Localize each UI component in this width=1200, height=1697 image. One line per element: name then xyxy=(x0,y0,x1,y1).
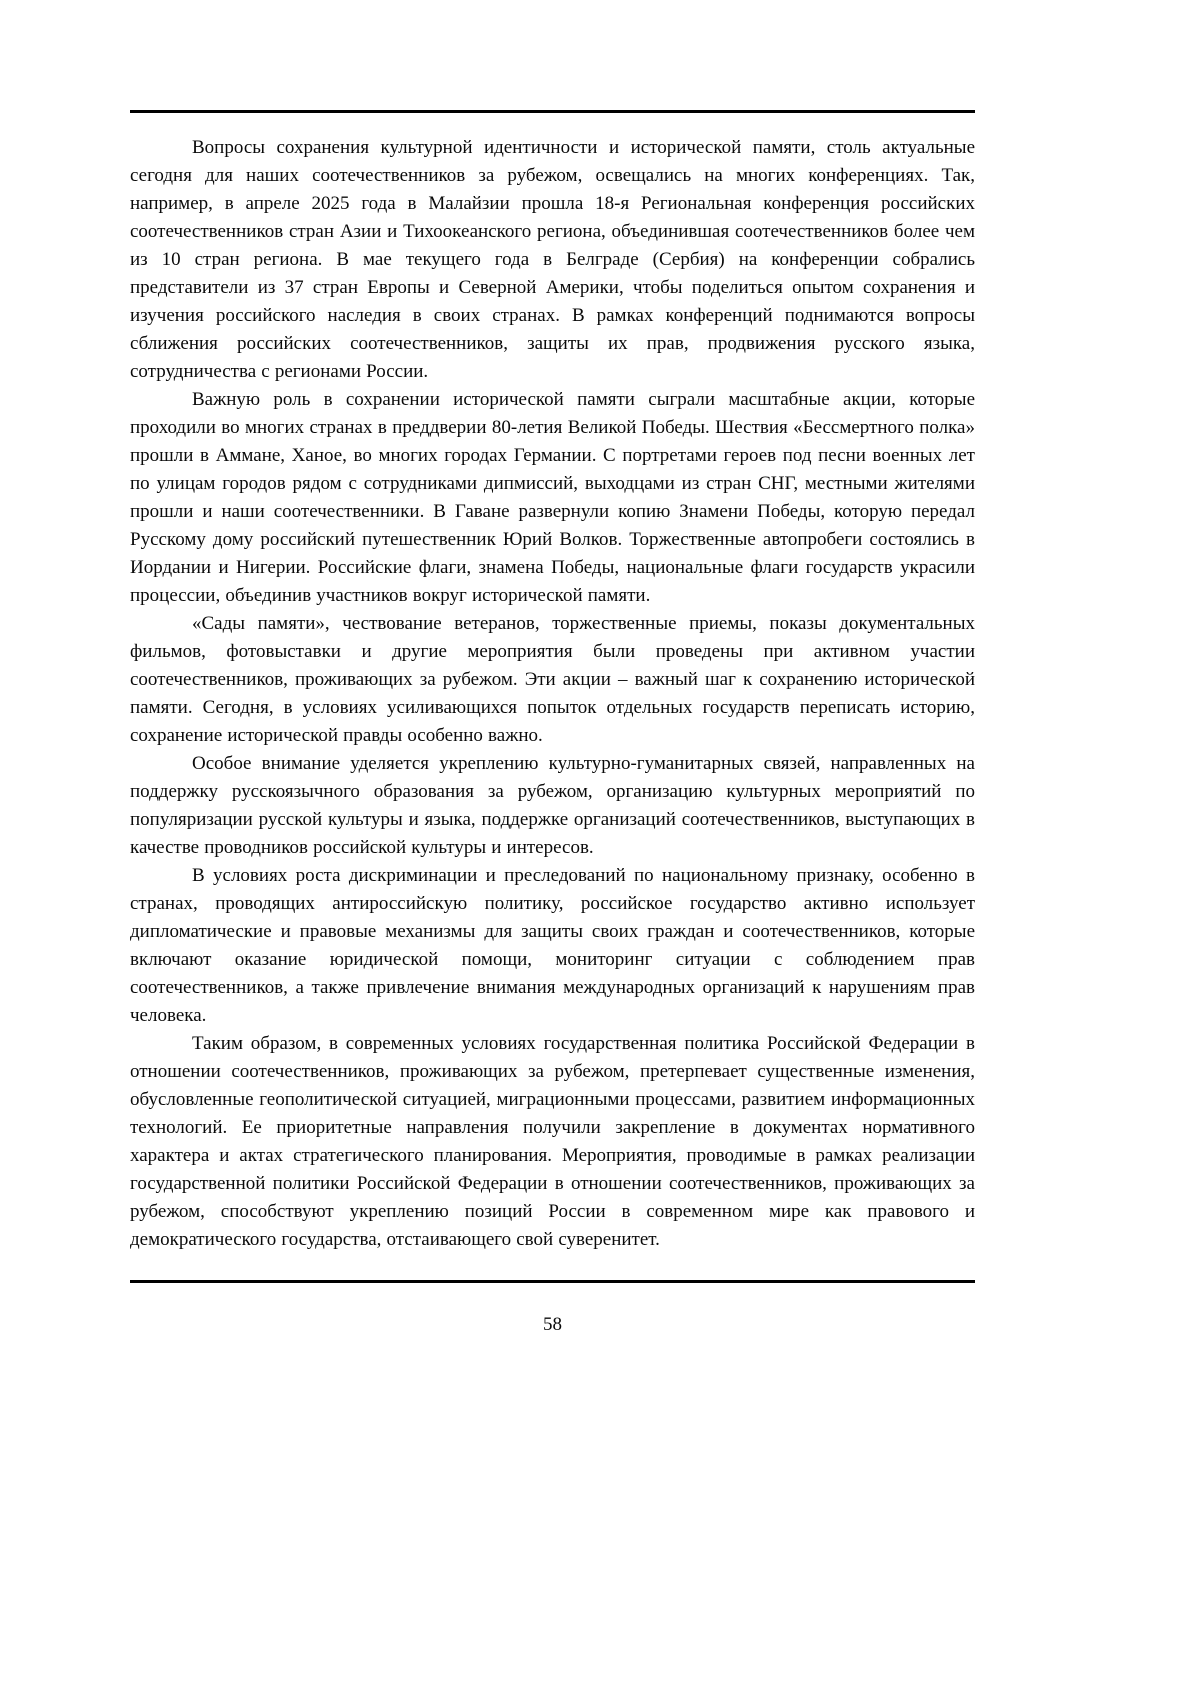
page-content xyxy=(130,134,975,1254)
paragraph-cultural-ties: Особое внимание уделяется укреплению культурно-гуманитарных связей, направленных на поддержку русскоязычного образования за рубежом, организацию культурных мероприятий по популяризации русской культуры и языка, поддержке организаций соотечественников, выступающих в качестве проводников российской культуры и интересов. xyxy=(130,753,975,858)
page-number: 58 xyxy=(543,1314,562,1335)
text-frame xyxy=(130,110,975,1337)
paragraph-memory-gardens: «Сады памяти», чествование ветеранов, торжественные приемы, показы документальных фильмов, фотовыставки и другие мероприятия были проведены при активном участии соотечественников, проживающих за рубежом. Эти акции – важный шаг к сохранению исторической памяти. Сегодня, в условиях усиливающихся попыток отдельных государств переписать историю, сохранение исторической правды особенно важно. xyxy=(130,613,975,746)
paragraph-discrimination-protection: В условиях роста дискриминации и преследований по национальному признаку, особенно в странах, проводящих антироссийскую политику, российское государство активно использует дипломатические и правовые механизмы для защиты своих граждан и соотечественников, которые включают оказание юридической помощи, мониторинг ситуации с соблюдением прав соотечественников, а также привлечение внимания международных организаций к нарушениям прав человека. xyxy=(130,865,975,1026)
paragraph-conferences: Вопросы сохранения культурной идентичности и исторической памяти, столь актуальные сегодня для наших соотечественников за рубежом, освещались на многих конференциях. Так, например, в апреле 2025 года в Малайзии прошла 18-я Региональная конференция российских соотечественников стран Азии и Тихоокеанского региона, объединившая соотечественников более чем из 10 стран региона. В мае текущего года в Белграде (Сербия) на конференции собрались представители из 37 стран Европы и Северной Америки, чтобы поделиться опытом сохранения и изучения российского наследия в своих странах. В рамках конференций поднимаются вопросы сближения российских соотечественников, защиты их прав, продвижения русского языка, сотрудничества с регионами России. xyxy=(130,137,975,382)
paragraph-memory-actions: Важную роль в сохранении исторической памяти сыграли масштабные акции, которые проходили во многих странах в преддверии 80-летия Великой Победы. Шествия «Бессмертного полка» прошли в Аммане, Ханое, во многих городах Германии. С портретами героев под песни военных лет по улицам городов рядом с сотрудниками дипмиссий, выходцами из стран СНГ, местными жителями прошли и наши соотечественники. В Гаване развернули копию Знамени Победы, которую передал Русскому дому российский путешественник Юрий Волков. Торжественные автопробеги состоялись в Иордании и Нигерии. Российские флаги, знамена Победы, национальные флаги государств украсили процессии, объединив участников вокруг исторической памяти. xyxy=(130,389,975,606)
bottom-rule xyxy=(130,1280,975,1283)
paragraph-conclusion: Таким образом, в современных условиях государственная политика Российской Федерации в отношении соотечественников, проживающих за рубежом, претерпевает существенные изменения, обусловленные геополитической ситуацией, миграционными процессами, развитием информационных технологий. Ее приоритетные направления получили закрепление в документах нормативного характера и актах стратегического планирования. Мероприятия, проводимые в рамках реализации государственной политики Российской Федерации в отношении соотечественников, проживающих за рубежом, способствуют укреплению позиций России в современном мире как правового и демократического государства, отстаивающего свой суверенитет. xyxy=(130,1033,975,1250)
top-rule xyxy=(130,110,975,113)
